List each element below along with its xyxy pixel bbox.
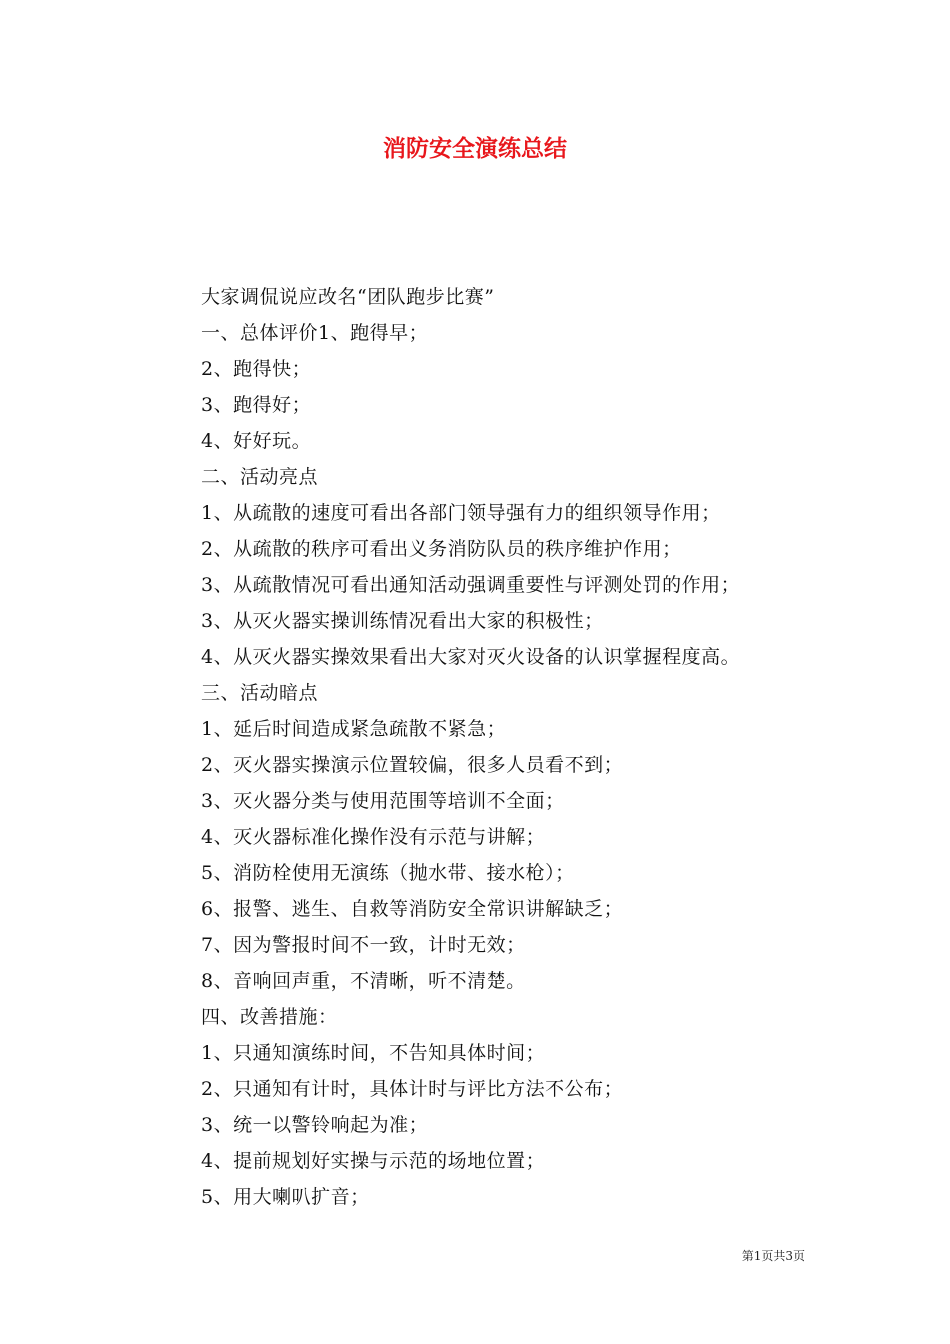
- body-line: 2、灭火器实操演示位置较偏，很多人员看不到；: [201, 754, 624, 776]
- body-line: 5、用大喇叭扩音；: [201, 1186, 370, 1208]
- body-line: 3、统一以警铃响起为准；: [201, 1114, 429, 1136]
- section-heading: 四、改善措施：: [201, 1006, 338, 1028]
- body-line: 4、灭火器标准化操作没有示范与讲解；: [201, 826, 546, 848]
- section-heading: 二、活动亮点: [201, 466, 319, 488]
- body-line: 3、从疏散情况可看出通知活动强调重要性与评测处罚的作用；: [201, 574, 741, 596]
- section-heading: 三、活动暗点: [201, 682, 319, 704]
- body-line: 1、延后时间造成紧急疏散不紧急；: [201, 718, 507, 740]
- page-number: 第1页共3页: [741, 1249, 805, 1263]
- body-line: 2、只通知有计时，具体计时与评比方法不公布；: [201, 1078, 624, 1100]
- body-line: 4、从灭火器实操效果看出大家对灭火设备的认识掌握程度高。: [201, 646, 741, 668]
- document-body: [201, 279, 841, 1215]
- body-line: 3、跑得好；: [201, 394, 312, 416]
- body-line: 5、消防栓使用无演练（抛水带、接水枪）；: [201, 862, 575, 884]
- body-line: 1、只通知演练时间，不告知具体时间；: [201, 1042, 546, 1064]
- body-line: 4、提前规划好实操与示范的场地位置；: [201, 1150, 546, 1172]
- body-line: 8、音响回声重，不清晰，听不清楚。: [201, 970, 526, 992]
- body-line: 4、好好玩。: [201, 430, 312, 452]
- body-line: 一、总体评价1、跑得早；: [201, 322, 429, 344]
- body-line: 3、从灭火器实操训练情况看出大家的积极性；: [201, 610, 604, 632]
- page-title: 消防安全演练总结: [383, 136, 567, 162]
- body-line: 大家调侃说应改名“团队跑步比赛”: [201, 286, 495, 308]
- body-line: 7、因为警报时间不一致，计时无效；: [201, 934, 526, 956]
- body-line: 1、从疏散的速度可看出各部门领导强有力的组织领导作用；: [201, 502, 721, 524]
- body-line: 6、报警、逃生、自救等消防安全常识讲解缺乏；: [201, 898, 624, 920]
- body-line: 3、灭火器分类与使用范围等培训不全面；: [201, 790, 565, 812]
- body-line: 2、从疏散的秩序可看出义务消防队员的秩序维护作用；: [201, 538, 682, 560]
- body-line: 2、跑得快；: [201, 358, 312, 380]
